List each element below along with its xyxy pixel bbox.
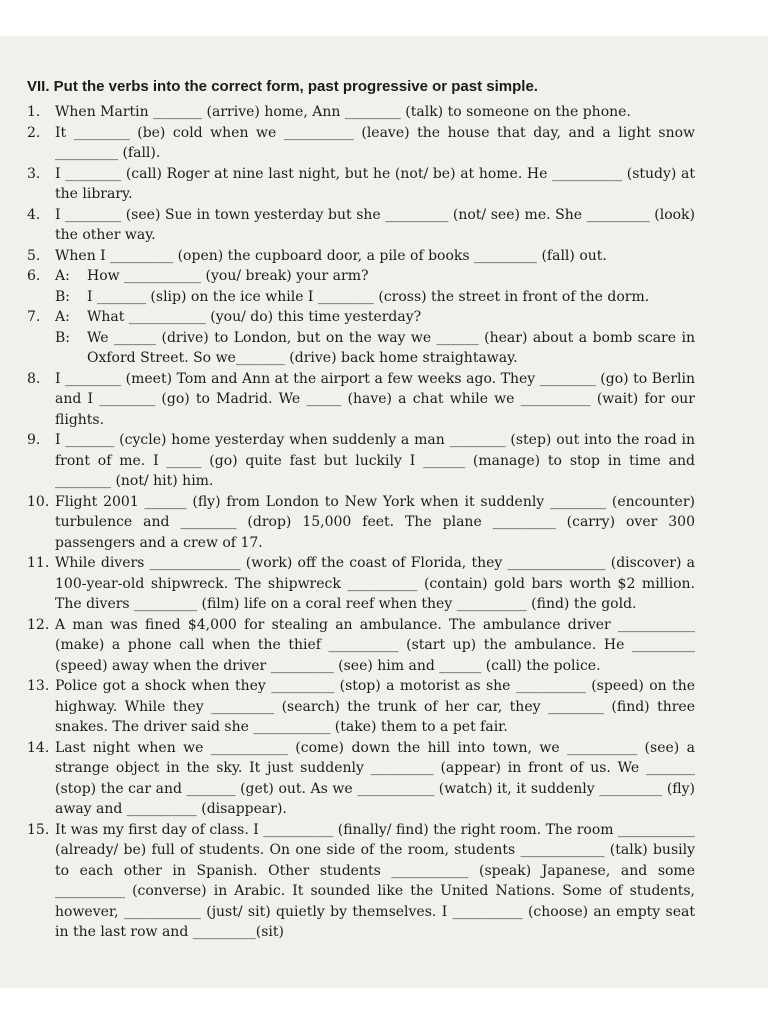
exercise-text: I ________ (see) Sue in town yesterday but she _________ (not/ see) me. She _________ (look) the other way. <box>55 206 695 243</box>
exercise-number: 14. <box>27 739 50 756</box>
exercise-number: 1. <box>27 104 41 120</box>
exercise-text: I ________ (call) Roger at nine last night, but he (not/ be) at home. He __________ (study) at the library. <box>55 165 695 202</box>
exercise-10 <box>27 492 695 554</box>
exercise-13 <box>27 676 695 738</box>
dialogue <box>55 307 695 369</box>
speaker-label: A: <box>55 309 70 325</box>
exercise-text: A man was fined $4,000 for stealing an ambulance. The ambulance driver ___________ (make) a phone call when the thief __________ (start up) the ambulance. He _________ (speed) away when the driver _________ (see) him and ______ (call) the police. <box>55 616 695 674</box>
exercise-text: Police got a shock when they _________ (stop) a motorist as she __________ (speed) on the highway. While they _________ (search) the trunk of her car, they ________ (find) three snakes. The driver said she ___________ (take) them to a pet fair. <box>55 678 695 735</box>
dialogue-text: We ______ (drive) to London, but on the way we ______ (hear) about a bomb scare in Oxford Street. So we_______ (drive) back home straightaway. <box>87 329 695 366</box>
speaker-label: A: <box>55 268 70 284</box>
speaker-label: B: <box>55 329 71 346</box>
exercise-3 <box>27 164 695 205</box>
exercise-7 <box>27 307 695 369</box>
exercise-12 <box>27 615 695 677</box>
exercise-number: 13. <box>27 678 50 694</box>
exercise-number: 10. <box>27 493 50 510</box>
exercise-number: 8. <box>27 370 41 387</box>
speaker-label: B: <box>55 288 71 305</box>
exercise-number: 2. <box>27 124 41 141</box>
exercise-text: I ________ (meet) Tom and Ann at the airport a few weeks ago. They ________ (go) to Berlin and I ________ (go) to Madrid. We _____ (have) a chat while we __________ (wait) for our flights. <box>55 370 695 428</box>
dialogue-text: What ___________ (you/ do) this time yesterday? <box>87 309 422 325</box>
dialogue-line <box>55 266 695 287</box>
exercise-text: It ________ (be) cold when we __________ (leave) the house that day, and a light snow _________ (fall). <box>55 124 695 161</box>
exercise-text: Last night when we ___________ (come) down the hill into town, we __________ (see) a strange object in the sky. It just suddenly _________ (appear) in front of us. We _______ (stop) the car and _______ (get) out. As we ___________ (watch) it, it suddenly _________ (fly) away and __________ (disappear). <box>55 739 695 817</box>
exercise-number: 5. <box>27 247 41 264</box>
exercise-number: 12. <box>27 616 50 633</box>
dialogue <box>55 266 695 307</box>
exercise-text: It was my first day of class. I __________ (finally/ find) the right room. The room ___________ (already/ be) full of students. On one side of the room, students ____________ (talk) busily to each other in Spanish. Other students ___________ (speak) Japanese, and some __________ (converse) in Arabic. It sounded like the United Nations. Some of students, however, ___________ (just/ sit) quietly by themselves. I __________ (choose) an empty seat in the last row and _________(sit) <box>55 821 695 940</box>
dialogue-line <box>55 287 695 308</box>
section-title: VII. Put the verbs into the correct form, past progressive or past simple. <box>27 78 538 95</box>
exercise-15 <box>27 820 695 943</box>
exercise-text: I _______ (cycle) home yesterday when suddenly a man ________ (step) out into the road in front of me. I _____ (go) quite fast but luckily I ______ (manage) to stop in time and ________ (not/ hit) him. <box>55 432 695 489</box>
exercise-number: 4. <box>27 206 41 223</box>
exercise-number: 6. <box>27 268 41 284</box>
exercise-1 <box>27 102 695 123</box>
worksheet-page <box>0 36 768 988</box>
exercise-9 <box>27 430 695 492</box>
exercise-number: 3. <box>27 165 41 182</box>
exercise-14 <box>27 738 695 820</box>
exercise-2 <box>27 123 695 164</box>
exercise-4 <box>27 205 695 246</box>
exercise-8 <box>27 369 695 431</box>
exercise-6 <box>27 266 695 307</box>
dialogue-text: I _______ (slip) on the ice while I ________ (cross) the street in front of the dorm. <box>87 288 650 305</box>
exercise-text: While divers _____________ (work) off the coast of Florida, they ______________ (discover) a 100-year-old shipwreck. The shipwreck __________ (contain) gold bars worth $2 million. The divers _________ (film) life on a coral reef when they __________ (find) the gold. <box>55 555 695 612</box>
dialogue-line <box>55 328 695 369</box>
exercise-text: Flight 2001 ______ (fly) from London to New York when it suddenly ________ (encounter) turbulence and ________ (drop) 15,000 feet. The plane _________ (carry) over 300 passengers and a crew of 17. <box>55 493 695 551</box>
exercise-number: 7. <box>27 309 41 325</box>
exercise-number: 11. <box>27 555 50 571</box>
exercise-text: When Martin _______ (arrive) home, Ann ________ (talk) to someone on the phone. <box>55 104 631 120</box>
worksheet-content <box>27 76 695 943</box>
exercise-5 <box>27 246 695 267</box>
dialogue-line <box>55 307 695 328</box>
exercise-number: 15. <box>27 821 50 838</box>
dialogue-text: How ___________ (you/ break) your arm? <box>87 268 369 284</box>
exercise-11 <box>27 553 695 615</box>
exercise-text: When I _________ (open) the cupboard door, a pile of books _________ (fall) out. <box>55 247 607 264</box>
exercise-number: 9. <box>27 432 41 448</box>
